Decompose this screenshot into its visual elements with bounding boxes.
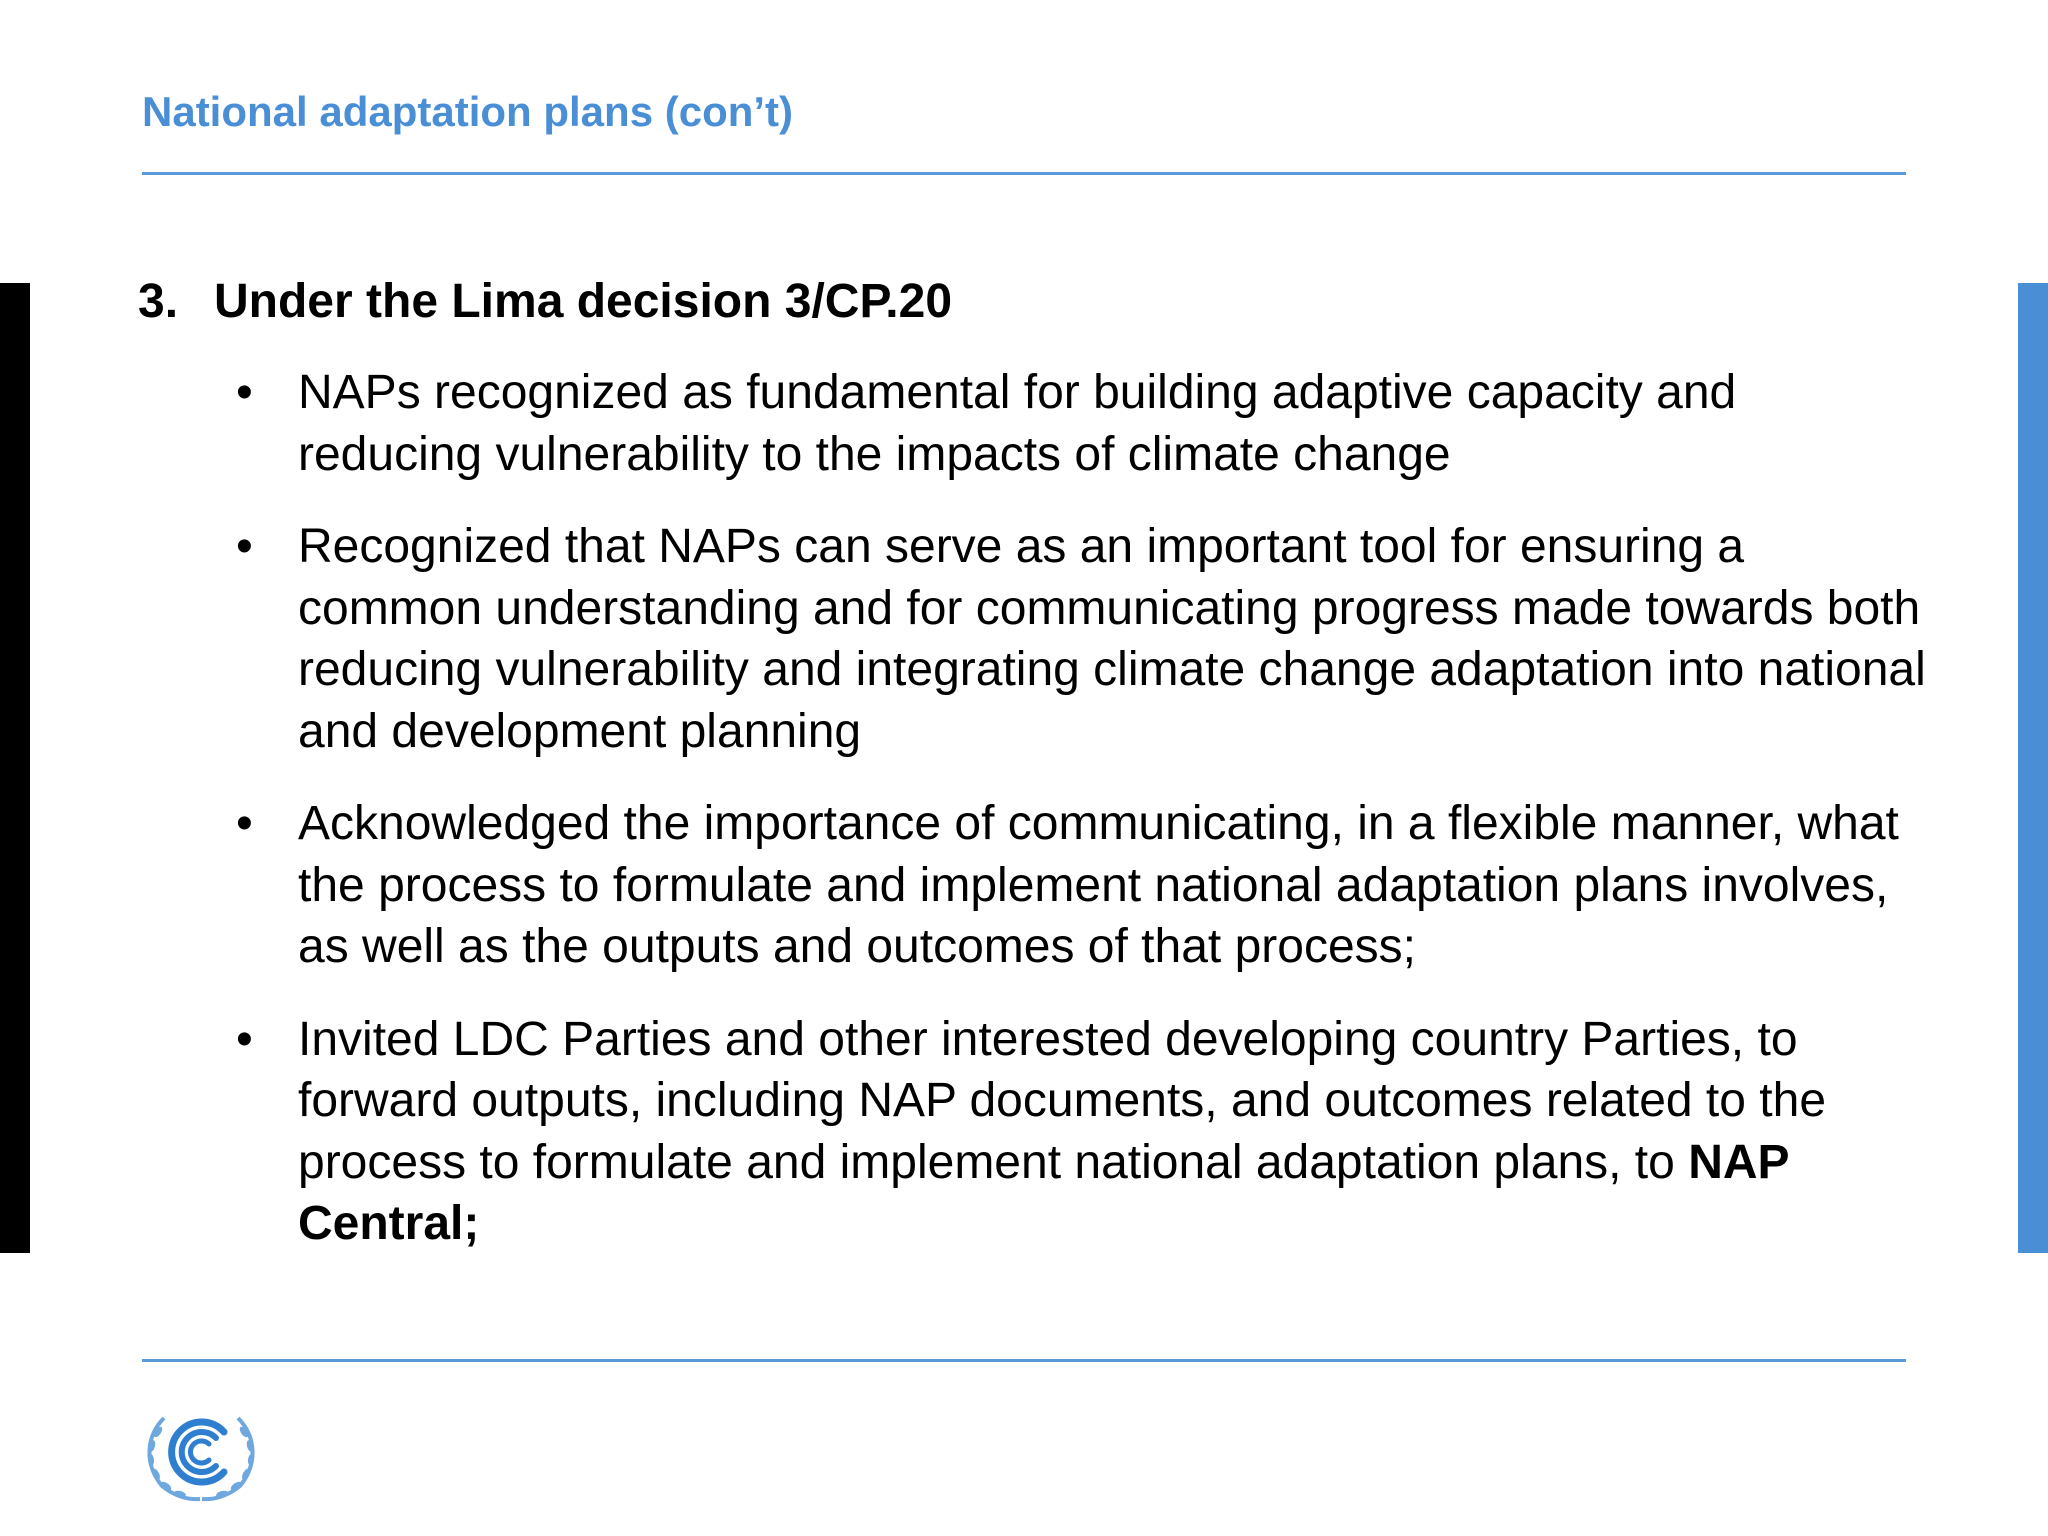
list-item bbox=[236, 516, 1926, 762]
section-heading bbox=[138, 272, 952, 332]
right-accent-bar bbox=[2018, 283, 2048, 1253]
header-divider bbox=[142, 172, 1906, 175]
nap-central-text: NAP Central; bbox=[298, 1135, 1789, 1250]
bullet-marker: • bbox=[236, 797, 253, 850]
bullet-text: Recognized that NAPs can serve as an important tool for ensuring a common understanding and for communicating progress made towards both reducing vulnerability and integrating climate change adaptation into national and development planning bbox=[298, 520, 1926, 758]
list-item bbox=[236, 793, 1926, 978]
slide-title: National adaptation plans (con’t) bbox=[142, 88, 794, 135]
bullet-text: Acknowledged the importance of communicating, in a flexible manner, what the process to formulate and implement national adaptation plans involves, as well as the outputs and outcomes of that process; bbox=[298, 797, 1899, 973]
section-heading-text: Under the Lima decision 3/CP.20 bbox=[214, 275, 953, 328]
left-accent-bar bbox=[0, 283, 30, 1253]
bullet-marker: • bbox=[236, 366, 253, 419]
list-item bbox=[236, 362, 1926, 485]
footer-divider bbox=[142, 1359, 1906, 1362]
bullet-list bbox=[236, 362, 1926, 1286]
bullet-text: Invited LDC Parties and other interested developing country Parties, to forward outputs, including NAP documents, and outcomes related to the process to formulate and implement national adaptation plans, to bbox=[298, 1012, 1827, 1189]
section-number: 3. bbox=[138, 275, 179, 328]
bullet-text: NAPs recognized as fundamental for building adaptive capacity and reducing vulnerability to the impacts of climate change bbox=[298, 366, 1737, 481]
list-item bbox=[236, 1009, 1926, 1255]
unfccc-logo-icon bbox=[136, 1398, 266, 1504]
bullet-marker: • bbox=[236, 1012, 253, 1066]
bullet-marker: • bbox=[236, 520, 253, 573]
